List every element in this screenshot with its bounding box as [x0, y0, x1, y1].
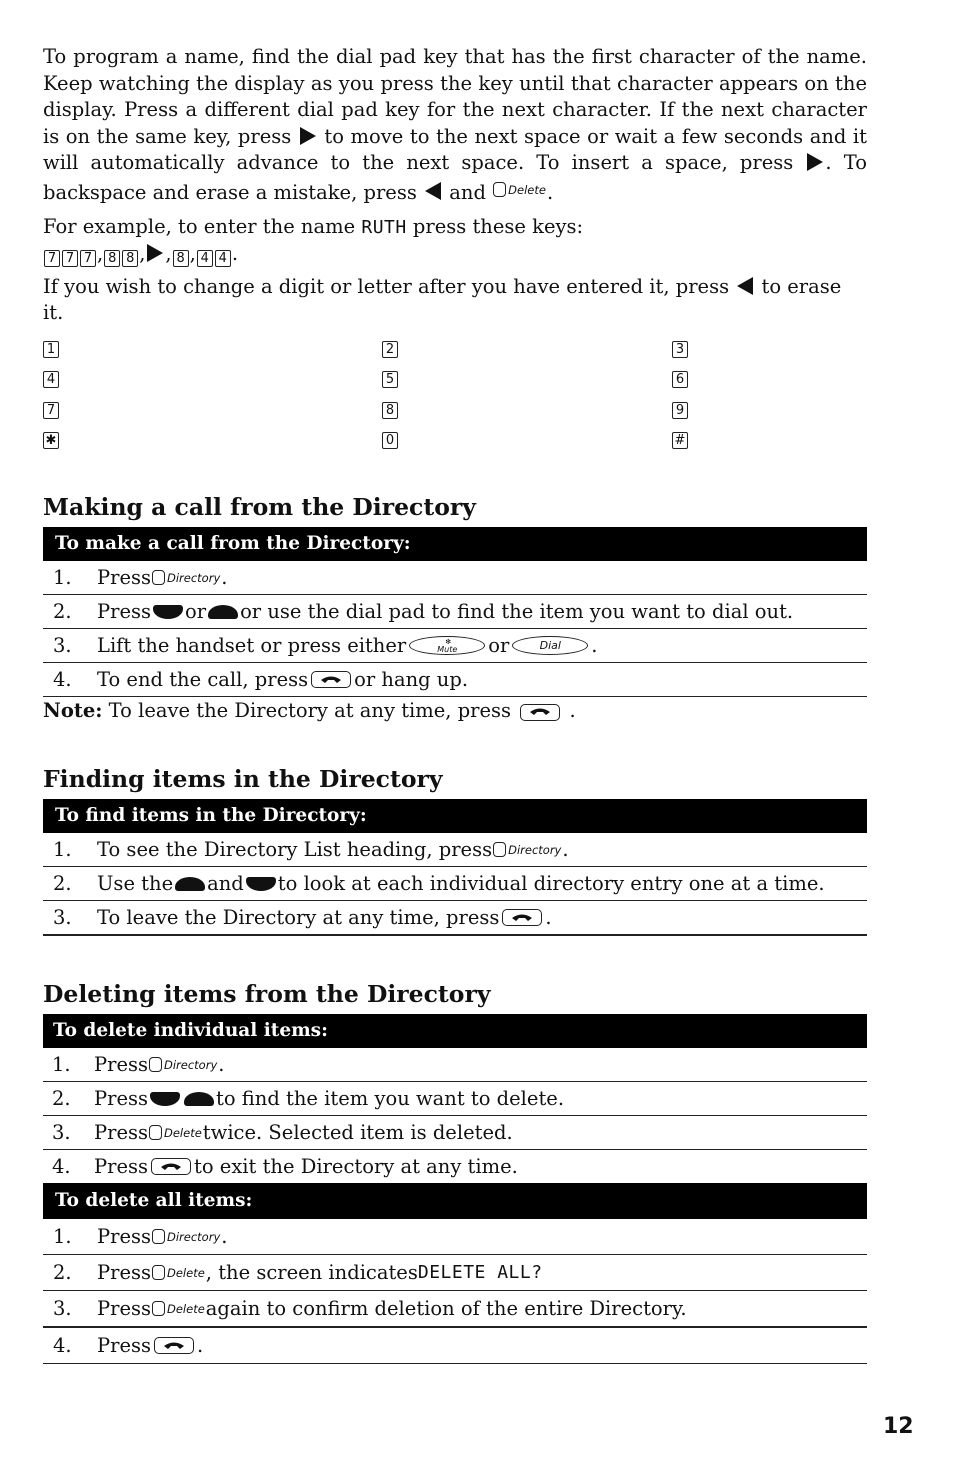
step-text: To see the Directory List heading, press	[97, 838, 493, 862]
delete-softkey-icon	[149, 1125, 202, 1140]
down-arrow-icon	[246, 877, 276, 891]
step-text: to look at each individual directory entry one at a time.	[277, 872, 825, 896]
intro-text: To program a name, find the dial pad key that has the first character of the name. Keep watching the display as you press the key until that character appears on the display. Press a different dial pad key for the next character. If the next character is on the same key, press	[43, 45, 867, 148]
change-paragraph	[43, 274, 867, 327]
step-text: .	[591, 634, 598, 658]
step-text: To end the call, press	[97, 668, 309, 692]
step-text: Press	[94, 1121, 148, 1145]
step-number: 1.	[52, 1053, 71, 1077]
down-arrow-icon	[150, 1092, 180, 1106]
dialpad-key: 5	[382, 371, 398, 388]
softkey-label: Directory	[167, 570, 221, 585]
step-number: 3.	[52, 1121, 71, 1145]
delete-softkey-icon	[493, 177, 546, 204]
table-row	[43, 561, 867, 595]
end-call-key-icon	[154, 1337, 194, 1354]
dialpad-key: 7	[80, 250, 96, 267]
dialpad-key: #	[672, 432, 688, 449]
dialpad-key: 2	[382, 341, 398, 358]
note-text: .	[563, 699, 576, 723]
right-arrow-icon	[300, 127, 316, 145]
step-text: twice. Selected item is deleted.	[202, 1121, 513, 1145]
end-call-key-icon	[502, 909, 542, 926]
step-text: Use the	[97, 872, 174, 896]
section-title-finding-items: Finding items in the Directory	[43, 765, 443, 794]
table-row	[43, 1328, 867, 1364]
step-text: to find the item you want to delete.	[216, 1087, 565, 1111]
dialpad-key: 3	[672, 341, 688, 358]
dialpad-grid	[43, 336, 867, 450]
table-row	[43, 1048, 867, 1082]
dialpad-key: 8	[382, 402, 398, 419]
step-text: Press	[94, 1155, 148, 1179]
step-text: or hang up.	[354, 668, 469, 692]
left-arrow-icon	[737, 277, 753, 295]
table-row	[43, 867, 867, 901]
intro-text: . To backspace and erase a mistake, press	[43, 151, 867, 204]
down-arrow-icon	[153, 605, 183, 619]
step-number: 3.	[53, 906, 72, 930]
softkey-label: Delete	[164, 1125, 202, 1140]
table-row	[43, 1150, 867, 1183]
table-row	[43, 901, 867, 936]
table-header: To find items in the Directory:	[43, 799, 867, 833]
step-number: 4.	[53, 668, 72, 692]
delete-all-table	[43, 1183, 867, 1364]
finding-items-table	[43, 799, 867, 936]
separator: ,	[165, 242, 172, 266]
dialpad-key: 9	[672, 402, 688, 419]
softkey-label: Delete	[508, 182, 546, 197]
directory-softkey-icon	[152, 1229, 220, 1244]
step-text: Press	[97, 1297, 151, 1321]
step-number: 4.	[52, 1155, 71, 1179]
intro-text: and	[443, 180, 493, 204]
dialpad-key: 8	[122, 250, 138, 267]
up-arrow-icon	[184, 1092, 214, 1106]
up-arrow-icon	[175, 877, 205, 891]
step-text: and	[207, 872, 244, 896]
step-text: , the screen indicates	[205, 1261, 418, 1285]
step-number: 3.	[53, 634, 72, 658]
key-label: Mute	[437, 644, 458, 654]
step-number: 2.	[53, 1261, 72, 1285]
page-content	[43, 44, 867, 1364]
separator: ,	[189, 242, 196, 266]
directory-softkey-icon	[493, 842, 561, 857]
dialpad-key: ✱	[43, 432, 59, 449]
example-text: For example, to enter the name	[43, 214, 362, 238]
dialpad-key: 4	[197, 250, 213, 267]
step-number: 2.	[52, 1087, 71, 1111]
step-text: .	[218, 1053, 225, 1077]
separator: .	[231, 242, 239, 266]
right-arrow-icon	[807, 153, 823, 171]
step-text: to exit the Directory at any time.	[194, 1155, 518, 1179]
left-arrow-icon	[425, 182, 441, 200]
softkey-label: Directory	[164, 1057, 218, 1072]
example-paragraph	[43, 214, 867, 242]
step-text: again to confirm deletion of the entire Directory.	[205, 1297, 687, 1321]
step-text: .	[197, 1334, 204, 1358]
dialpad-key: 8	[173, 250, 189, 267]
step-text: Press	[97, 1261, 151, 1285]
lcd-text: DELETE ALL?	[417, 1262, 543, 1284]
step-text: Press	[94, 1087, 148, 1111]
dialpad-key: 7	[44, 250, 60, 267]
key-label: Dial	[539, 639, 561, 653]
step-text: .	[562, 838, 569, 862]
step-number: 1.	[53, 838, 72, 862]
softkey-label: Directory	[167, 1229, 221, 1244]
table-header: To delete all items:	[43, 1183, 867, 1219]
step-number: 1.	[53, 1225, 72, 1249]
end-call-key-icon	[520, 704, 560, 721]
step-text: Press	[97, 600, 151, 624]
step-text: or use the dial pad to find the item you want to dial out.	[240, 600, 794, 624]
delete-individual-table	[43, 1014, 867, 1183]
table-row	[43, 663, 867, 697]
step-text: .	[221, 566, 228, 590]
dial-key-icon	[512, 636, 588, 655]
page-number: 12	[883, 1414, 914, 1439]
table-row	[43, 1116, 867, 1150]
end-call-key-icon	[311, 671, 351, 688]
step-text: Press	[97, 1334, 151, 1358]
table-row	[43, 629, 867, 663]
change-text: to erase it.	[43, 274, 842, 325]
lcd-text: RUTH	[361, 216, 407, 238]
table-row	[43, 833, 867, 867]
dialpad-key: 8	[104, 250, 120, 267]
section-title-making-call: Making a call from the Directory	[43, 493, 476, 522]
directory-softkey-icon	[152, 570, 220, 585]
dialpad-key: 0	[382, 432, 398, 449]
example-text: press these keys:	[406, 214, 584, 238]
intro-text: to move to the next space or wait a few seconds and it will automatically advance to the next space. To insert a space, press	[43, 124, 867, 174]
step-text: Press	[97, 1225, 151, 1249]
table-row	[43, 1255, 867, 1291]
step-number: 1.	[53, 566, 72, 590]
step-number: 4.	[53, 1334, 72, 1358]
separator: ,	[97, 242, 104, 266]
step-number: 2.	[53, 600, 72, 624]
intro-paragraph	[43, 44, 867, 206]
step-number: 2.	[53, 872, 72, 896]
table-header: To make a call from the Directory:	[43, 527, 867, 561]
step-text: Press	[97, 566, 151, 590]
step-text: .	[221, 1225, 228, 1249]
example-keys	[43, 241, 867, 268]
softkey-label: Directory	[508, 842, 562, 857]
table-row	[43, 1291, 867, 1328]
dialpad-key: 4	[43, 371, 59, 388]
dialpad-key: 6	[672, 371, 688, 388]
softkey-label: Delete	[167, 1301, 205, 1316]
step-number: 3.	[53, 1297, 72, 1321]
dialpad-key: 4	[215, 250, 231, 267]
step-text: Press	[94, 1053, 148, 1077]
dialpad-key: 1	[43, 341, 59, 358]
note-text: To leave the Directory at any time, press	[102, 699, 518, 723]
dialpad-key: 7	[62, 250, 78, 267]
delete-softkey-icon	[152, 1301, 205, 1316]
up-arrow-icon	[208, 605, 238, 619]
table-row	[43, 1219, 867, 1255]
step-text: Lift the handset or press either	[97, 634, 407, 658]
table-row	[43, 595, 867, 629]
end-call-key-icon	[151, 1158, 191, 1175]
mute-key-icon: ✻ Mute	[409, 636, 485, 655]
step-text: .	[545, 906, 552, 930]
intro-text: .	[546, 180, 554, 204]
section-title-deleting-items: Deleting items from the Directory	[43, 980, 491, 1009]
note-label: Note:	[43, 699, 103, 723]
note	[43, 697, 867, 725]
making-call-table	[43, 527, 867, 725]
table-row	[43, 1082, 867, 1116]
step-text: or	[488, 634, 510, 658]
softkey-label: Delete	[167, 1265, 205, 1280]
delete-softkey-icon	[152, 1265, 205, 1280]
dialpad-key: 7	[43, 402, 59, 419]
table-header: To delete individual items:	[43, 1014, 867, 1048]
separator: ,	[139, 242, 146, 266]
directory-softkey-icon	[149, 1057, 217, 1072]
step-text: or	[185, 600, 207, 624]
change-text: If you wish to change a digit or letter after you have entered it, press	[43, 274, 736, 298]
step-text: To leave the Directory at any time, press	[97, 906, 500, 930]
right-arrow-icon	[147, 244, 163, 262]
